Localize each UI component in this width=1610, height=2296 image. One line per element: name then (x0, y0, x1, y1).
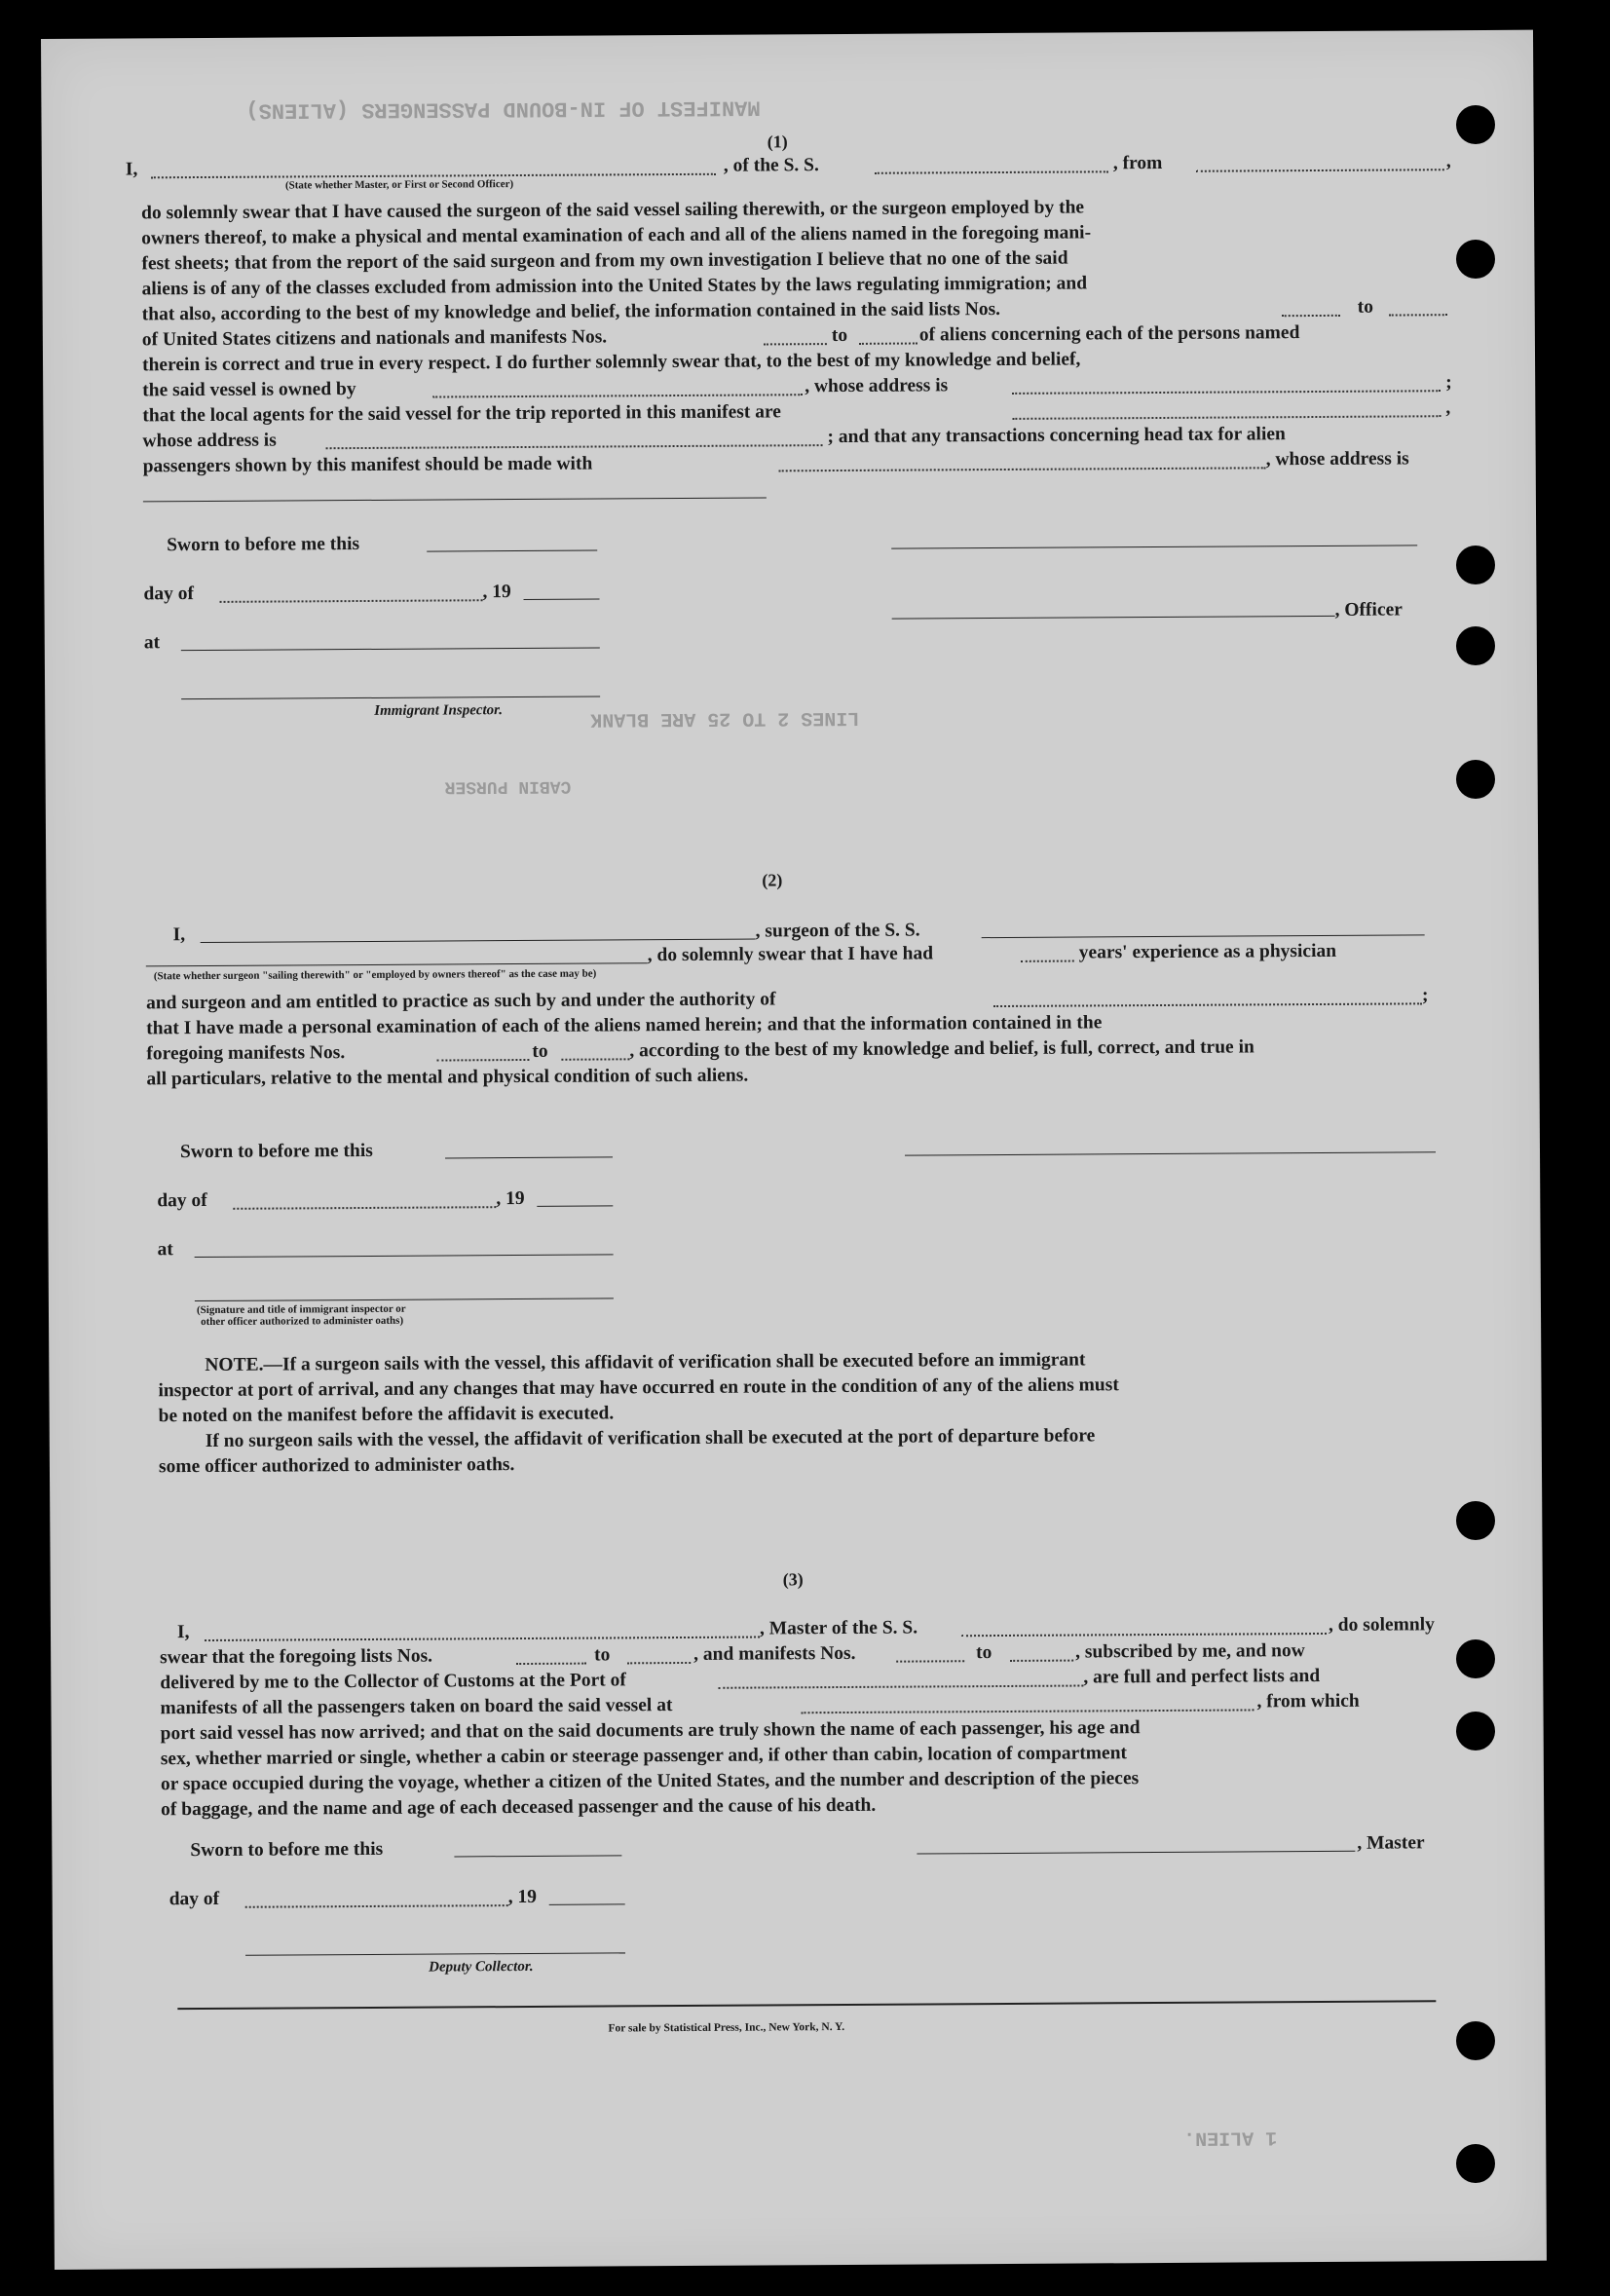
s3-year-label: , 19 (507, 1886, 537, 1908)
s2-inspector-line[interactable] (195, 1298, 614, 1301)
s1-line4: fest sheets; that from the report of the said surgeon and from my own investigation I believe that no one of the said (141, 247, 1068, 275)
section-1-heading: (1) (767, 132, 788, 152)
s1-line1-comma: , (1445, 151, 1451, 172)
s3-departure-port-blank[interactable] (802, 1709, 1254, 1713)
s1-line11-a: whose address is (142, 430, 277, 452)
s1-owner-blank[interactable] (432, 394, 803, 397)
s2-note-label: NOTE. (205, 1354, 264, 1375)
footer-printer: For sale by Statistical Press, Inc., New York, N. Y. (608, 2020, 845, 2035)
s2-line2-a: , do solemnly swear that I have had (647, 943, 934, 966)
bleed-through-cabin-purser: CABIN PURSER (444, 775, 572, 797)
s2-dayof-label: day of (157, 1189, 207, 1212)
s1-line9-c: ; (1445, 372, 1452, 394)
s2-sig-note-2: other officer authorized to administer oaths) (201, 1314, 404, 1329)
bleed-through-alien: 1 ALIEN. (1183, 2126, 1278, 2149)
s3-deputy-label: Deputy Collector. (429, 1958, 534, 1976)
s1-line11-b: ; and that any transactions concerning head tax for alien (827, 424, 1286, 448)
s1-owner-address-blank[interactable] (1012, 390, 1441, 395)
document-page (41, 30, 1547, 2270)
s2-status-note: (State whether surgeon "sailing therewith" or "employed by owners thereof" as the case may be) (153, 967, 597, 983)
s3-line7: or space occupied during the voyage, whether a citizen of the United States, and the number and description of the pieces (160, 1768, 1140, 1795)
s1-line2: do solemnly swear that I have caused the surgeon of the said vessel sailing therewith, or the surgeon employed by the (141, 197, 1085, 224)
s3-line2-to1: to (594, 1644, 611, 1666)
s2-status-line[interactable] (146, 962, 648, 966)
s3-lists-to-blank[interactable] (627, 1662, 691, 1664)
s3-line3-b: , are full and perfect lists and (1083, 1666, 1321, 1688)
punch-hole (1456, 760, 1495, 799)
s1-line10-b: , (1445, 397, 1451, 419)
s1-year-label: , 19 (482, 582, 511, 603)
s1-sworn-label: Sworn to before me this (167, 534, 360, 556)
s2-line6: all particulars, relative to the mental and physical condition of such aliens. (146, 1065, 749, 1090)
s1-day-blank[interactable] (220, 599, 483, 603)
s2-vessel-line[interactable] (982, 934, 1425, 938)
s1-line3: owners thereof, to make a physical and mental examination of each and all of the aliens named in the foregoing mani- (141, 222, 1092, 249)
s2-note-text1: —If a surgeon sails with the vessel, this affidavit of verification shall be executed before an immigrant (263, 1349, 1086, 1375)
s2-line5-a: foregoing manifests Nos. (146, 1042, 346, 1065)
s1-sworn-line[interactable] (427, 550, 597, 552)
s2-note-line5: some officer authorized to administer oaths. (158, 1454, 515, 1478)
s1-officer-blank[interactable] (151, 173, 716, 179)
s2-manifest-to-blank[interactable] (561, 1058, 629, 1060)
s3-deputy-line[interactable] (245, 1952, 625, 1955)
punch-hole (1456, 1501, 1495, 1540)
s2-year-line[interactable] (537, 1205, 613, 1206)
s1-line8: therein is correct and true in every respect. I do further solemnly swear that, to the best of my knowledge and belief, (141, 349, 1081, 376)
s1-lists-to-blank[interactable] (1389, 314, 1447, 316)
punch-hole (1456, 2021, 1495, 2060)
s3-line2-e: , subscribed by me, and now (1075, 1640, 1305, 1663)
s1-from-blank[interactable] (1196, 169, 1444, 172)
s1-officer-line[interactable] (892, 616, 1335, 620)
s2-sworn-label: Sworn to before me this (179, 1140, 373, 1163)
punch-hole (1456, 240, 1495, 279)
s1-vessel-blank[interactable] (875, 170, 1108, 173)
s1-line7-c: of aliens concerning each of the persons named (918, 322, 1300, 346)
s1-line6-to: to (1357, 296, 1374, 318)
s2-line4: that I have made a personal examination of each of the aliens named herein; and that the information contained in the (146, 1012, 1103, 1039)
s3-year-line[interactable] (549, 1903, 625, 1904)
s1-signature-line[interactable] (891, 545, 1417, 548)
s3-line8: of baggage, and the name and age of each deceased passenger and the cause of his death. (161, 1794, 877, 1821)
punch-hole (1456, 105, 1495, 144)
s1-manifest-to-blank[interactable] (859, 343, 917, 345)
footer-rule (177, 2000, 1436, 2010)
s2-at-line[interactable] (195, 1254, 614, 1258)
s2-line3-a: and surgeon and am entitled to practice as such by and under the authority of (145, 989, 776, 1014)
punch-hole (1456, 1712, 1495, 1750)
bleed-through-blank-lines: LINES 2 TO 25 ARE BLANK (590, 705, 860, 731)
s1-line1-from: , from (1112, 152, 1163, 174)
s3-manifests-to-blank[interactable] (1010, 1660, 1073, 1662)
s3-sworn-label: Sworn to before me this (190, 1838, 384, 1862)
s1-year-line[interactable] (524, 599, 600, 600)
s1-line12-b: , whose address is (1265, 448, 1409, 470)
s3-master-label: , Master (1357, 1832, 1425, 1854)
s1-manifest-from-blank[interactable] (764, 343, 827, 345)
section-3-heading: (3) (782, 1569, 804, 1590)
s2-authority-blank[interactable] (993, 1002, 1422, 1007)
s1-officer-note: (State whether Master, or First or Second Officer) (284, 178, 514, 192)
s2-manifest-from-blank[interactable] (436, 1059, 529, 1062)
s2-sig-note-1: (Signature and title of immigrant inspector or (196, 1302, 406, 1317)
s1-line1-i: I, (125, 159, 138, 180)
s3-master-name-blank[interactable] (205, 1637, 760, 1641)
s3-line4-a: manifests of all the passengers taken on board the said vessel at (160, 1695, 673, 1719)
s3-vessel-blank[interactable] (961, 1633, 1327, 1637)
s3-line6: sex, whether married or single, whether a cabin or steerage passenger and, if other than cabin, location of compartment (160, 1743, 1128, 1770)
s1-line9-b: , whose address is (805, 375, 949, 397)
s3-dayof-label: day of (168, 1888, 220, 1910)
s1-line10-a: that the local agents for the said vessel for the trip reported in this manifest are (142, 401, 781, 427)
s3-lists-from-blank[interactable] (516, 1663, 586, 1665)
s1-line1-ofss: , of the S. S. (723, 155, 819, 176)
s2-year-label: , 19 (496, 1187, 525, 1210)
s2-note-line4: If no surgeon sails with the vessel, the affidavit of verification shall be executed at the port of departure before (205, 1425, 1096, 1451)
s2-line3-b: ; (1421, 985, 1429, 1006)
s3-day-blank[interactable] (245, 1904, 508, 1908)
s2-signature-line[interactable] (905, 1151, 1436, 1155)
s1-line6-a: that also, according to the best of my knowledge and belief, the information contained in the said lists Nos. (141, 298, 1001, 325)
s3-line1-i: I, (176, 1622, 190, 1643)
s2-line5-c: , according to the best of my knowledge and belief, is full, correct, and true in (629, 1036, 1254, 1062)
s2-note-line3: be noted on the manifest before the affidavit is executed. (158, 1403, 615, 1427)
s1-officer-label: , Officer (1334, 599, 1403, 621)
s3-line1-b: , Master of the S. S. (759, 1617, 918, 1639)
s1-at-label: at (143, 632, 161, 654)
punch-hole (1456, 546, 1495, 584)
s3-port-blank[interactable] (718, 1684, 1083, 1688)
s1-line9-a: the said vessel is owned by (142, 379, 356, 401)
s1-line7-to: to (831, 324, 848, 347)
s3-manifests-from-blank[interactable] (896, 1660, 964, 1662)
s2-years-blank[interactable] (1021, 960, 1074, 962)
s1-headtax-blank[interactable] (779, 467, 1266, 471)
s2-at-label: at (157, 1239, 173, 1261)
s3-line2-a: swear that the foregoing lists Nos. (160, 1645, 433, 1669)
s1-inspector-label: Immigrant Inspector. (374, 702, 503, 719)
bleed-through-title: MANIFEST OF IN-BOUND PASSENGERS (ALIENS) (245, 94, 761, 123)
s1-inspector-line[interactable] (181, 696, 600, 700)
s3-line5: port said vessel has now arrived; and that on the said documents are truly shown the name of each passenger, his age and (160, 1717, 1141, 1745)
punch-hole (1456, 1639, 1495, 1678)
s2-line1-i: I, (172, 924, 186, 946)
s3-line3-a: delivered by me to the Collector of Customs at the Port of (160, 1670, 626, 1694)
s1-line12-a: passengers shown by this manifest should be made with (142, 453, 593, 477)
s3-line2-to2: to (976, 1642, 992, 1664)
s3-line4-b: , from which (1256, 1690, 1360, 1713)
punch-hole (1456, 626, 1495, 665)
s2-line2-b: years' experience as a physician (1078, 940, 1337, 963)
s2-day-blank[interactable] (233, 1206, 496, 1210)
punch-hole (1456, 2144, 1495, 2183)
section-2-heading: (2) (762, 870, 783, 890)
s2-line5-to: to (532, 1040, 548, 1062)
s1-line5: aliens is of any of the classes excluded from admission into the United States by the laws regulating immigration; and (141, 273, 1088, 300)
s2-line1-b: , surgeon of the S. S. (755, 920, 920, 942)
s2-note-line2: inspector at port of arrival, and any changes that may have occurred en route in the condition of any of the aliens must (158, 1374, 1119, 1402)
s3-line2-c: , and manifests Nos. (693, 1642, 856, 1665)
s1-line7-a: of United States citizens and nationals and manifests Nos. (141, 326, 608, 351)
s3-master-line[interactable] (917, 1851, 1355, 1855)
s1-dayof-label: day of (143, 583, 195, 605)
s1-lists-from-blank[interactable] (1282, 315, 1340, 317)
s1-agents-blank[interactable] (1012, 415, 1441, 420)
s1-at-line[interactable] (181, 648, 600, 652)
s1-headtax-address-line[interactable] (143, 497, 767, 502)
s2-sworn-line[interactable] (445, 1156, 613, 1158)
s3-sworn-line[interactable] (454, 1855, 621, 1857)
s3-line1-c: , do solemnly (1328, 1614, 1435, 1636)
s1-agents-address-blank[interactable] (326, 444, 823, 449)
